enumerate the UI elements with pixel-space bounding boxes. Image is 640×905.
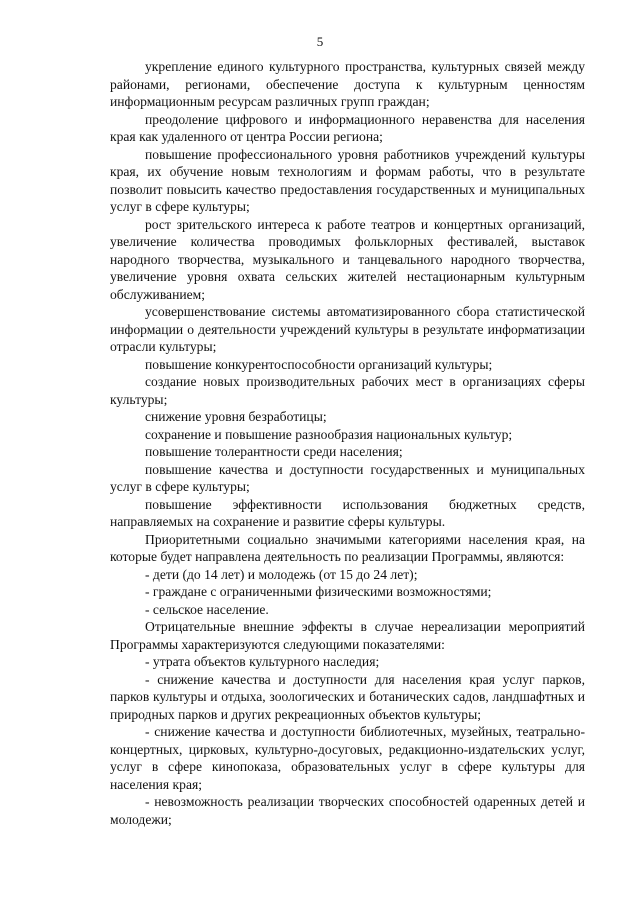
paragraph: усовершенствование системы автоматизированного сбора статистической информации о деятельности учреждений культуры в результате информатизации отрасли культуры; bbox=[110, 304, 585, 354]
page-number: 5 bbox=[316, 34, 324, 49]
paragraph: создание новых производительных рабочих мест в организациях сферы культуры; bbox=[110, 374, 585, 407]
list-item: - дети (до 14 лет) и молодежь (от 15 до 24 лет); bbox=[145, 566, 418, 582]
paragraph: повышение конкурентоспособности организаций культуры; bbox=[145, 356, 493, 372]
list-item: - снижение качества и доступности библиотечных, музейных, театрально-концертных, цирковых, культурно-досуговых, редакционно-издательских услуг, услуг в сфере кинопоказа, образовательных услуг в сфере культуры для населения края; bbox=[110, 724, 585, 792]
list-item: - невозможность реализации творческих способностей одаренных детей и молодежи; bbox=[110, 794, 585, 827]
list-item: - утрата объектов культурного наследия; bbox=[145, 654, 380, 669]
list-item: - снижение качества и доступности для населения края услуг парков, парков культуры и отдыха, зоологических и ботанических садов, ландшафтных и природных парков и других рекреационных объектов культуры; bbox=[110, 671, 585, 722]
paragraph: сохранение и повышение разнообразия национальных культур; bbox=[145, 426, 513, 442]
paragraph: повышение толерантности среди населения; bbox=[145, 444, 403, 459]
paragraph: повышение профессионального уровня работников учреждений культуры края, их обучение новым технологиям и формам работы, что в результате позволит повысить качество предоставления государственных и муниципальных услуг в сфере культуры; bbox=[110, 146, 585, 214]
paragraph: Отрицательные внешние эффекты в случае нереализации мероприятий Программы характеризуются следующими показателями: bbox=[110, 619, 585, 652]
paragraph: снижение уровня безработицы; bbox=[145, 409, 327, 424]
paragraph: повышение эффективности использования бюджетных средств, направляемых на сохранение и развитие сферы культуры. bbox=[110, 496, 585, 529]
list-item: - сельское население. bbox=[145, 601, 269, 617]
paragraph: преодоление цифрового и информационного неравенства для населения края как удаленного от центра России региона; bbox=[110, 111, 585, 144]
paragraph: укрепление единого культурного пространства, культурных связей между районами, регионами, обеспечение доступа к культурным ценностям информационным ресурсам различных групп граждан; bbox=[110, 59, 585, 109]
paragraph: повышение качества и доступности государственных и муниципальных услуг в сфере культуры; bbox=[110, 461, 585, 494]
paragraph: рост зрительского интереса к работе театров и концертных организаций, увеличение количества проводимых фольклорных фестивалей, выставок народного творчества, музыкального и танцевального народного творчества, увеличение уровня охвата сельских жителей нестационарным культурным обслуживанием; bbox=[110, 216, 585, 302]
paragraph: Приоритетными социально значимыми категориями населения края, на которые будет направлена деятельность по реализации Программы, являются: bbox=[110, 531, 585, 564]
list-item: - граждане с ограниченными физическими возможностями; bbox=[145, 584, 492, 599]
document-body bbox=[110, 58, 585, 828]
